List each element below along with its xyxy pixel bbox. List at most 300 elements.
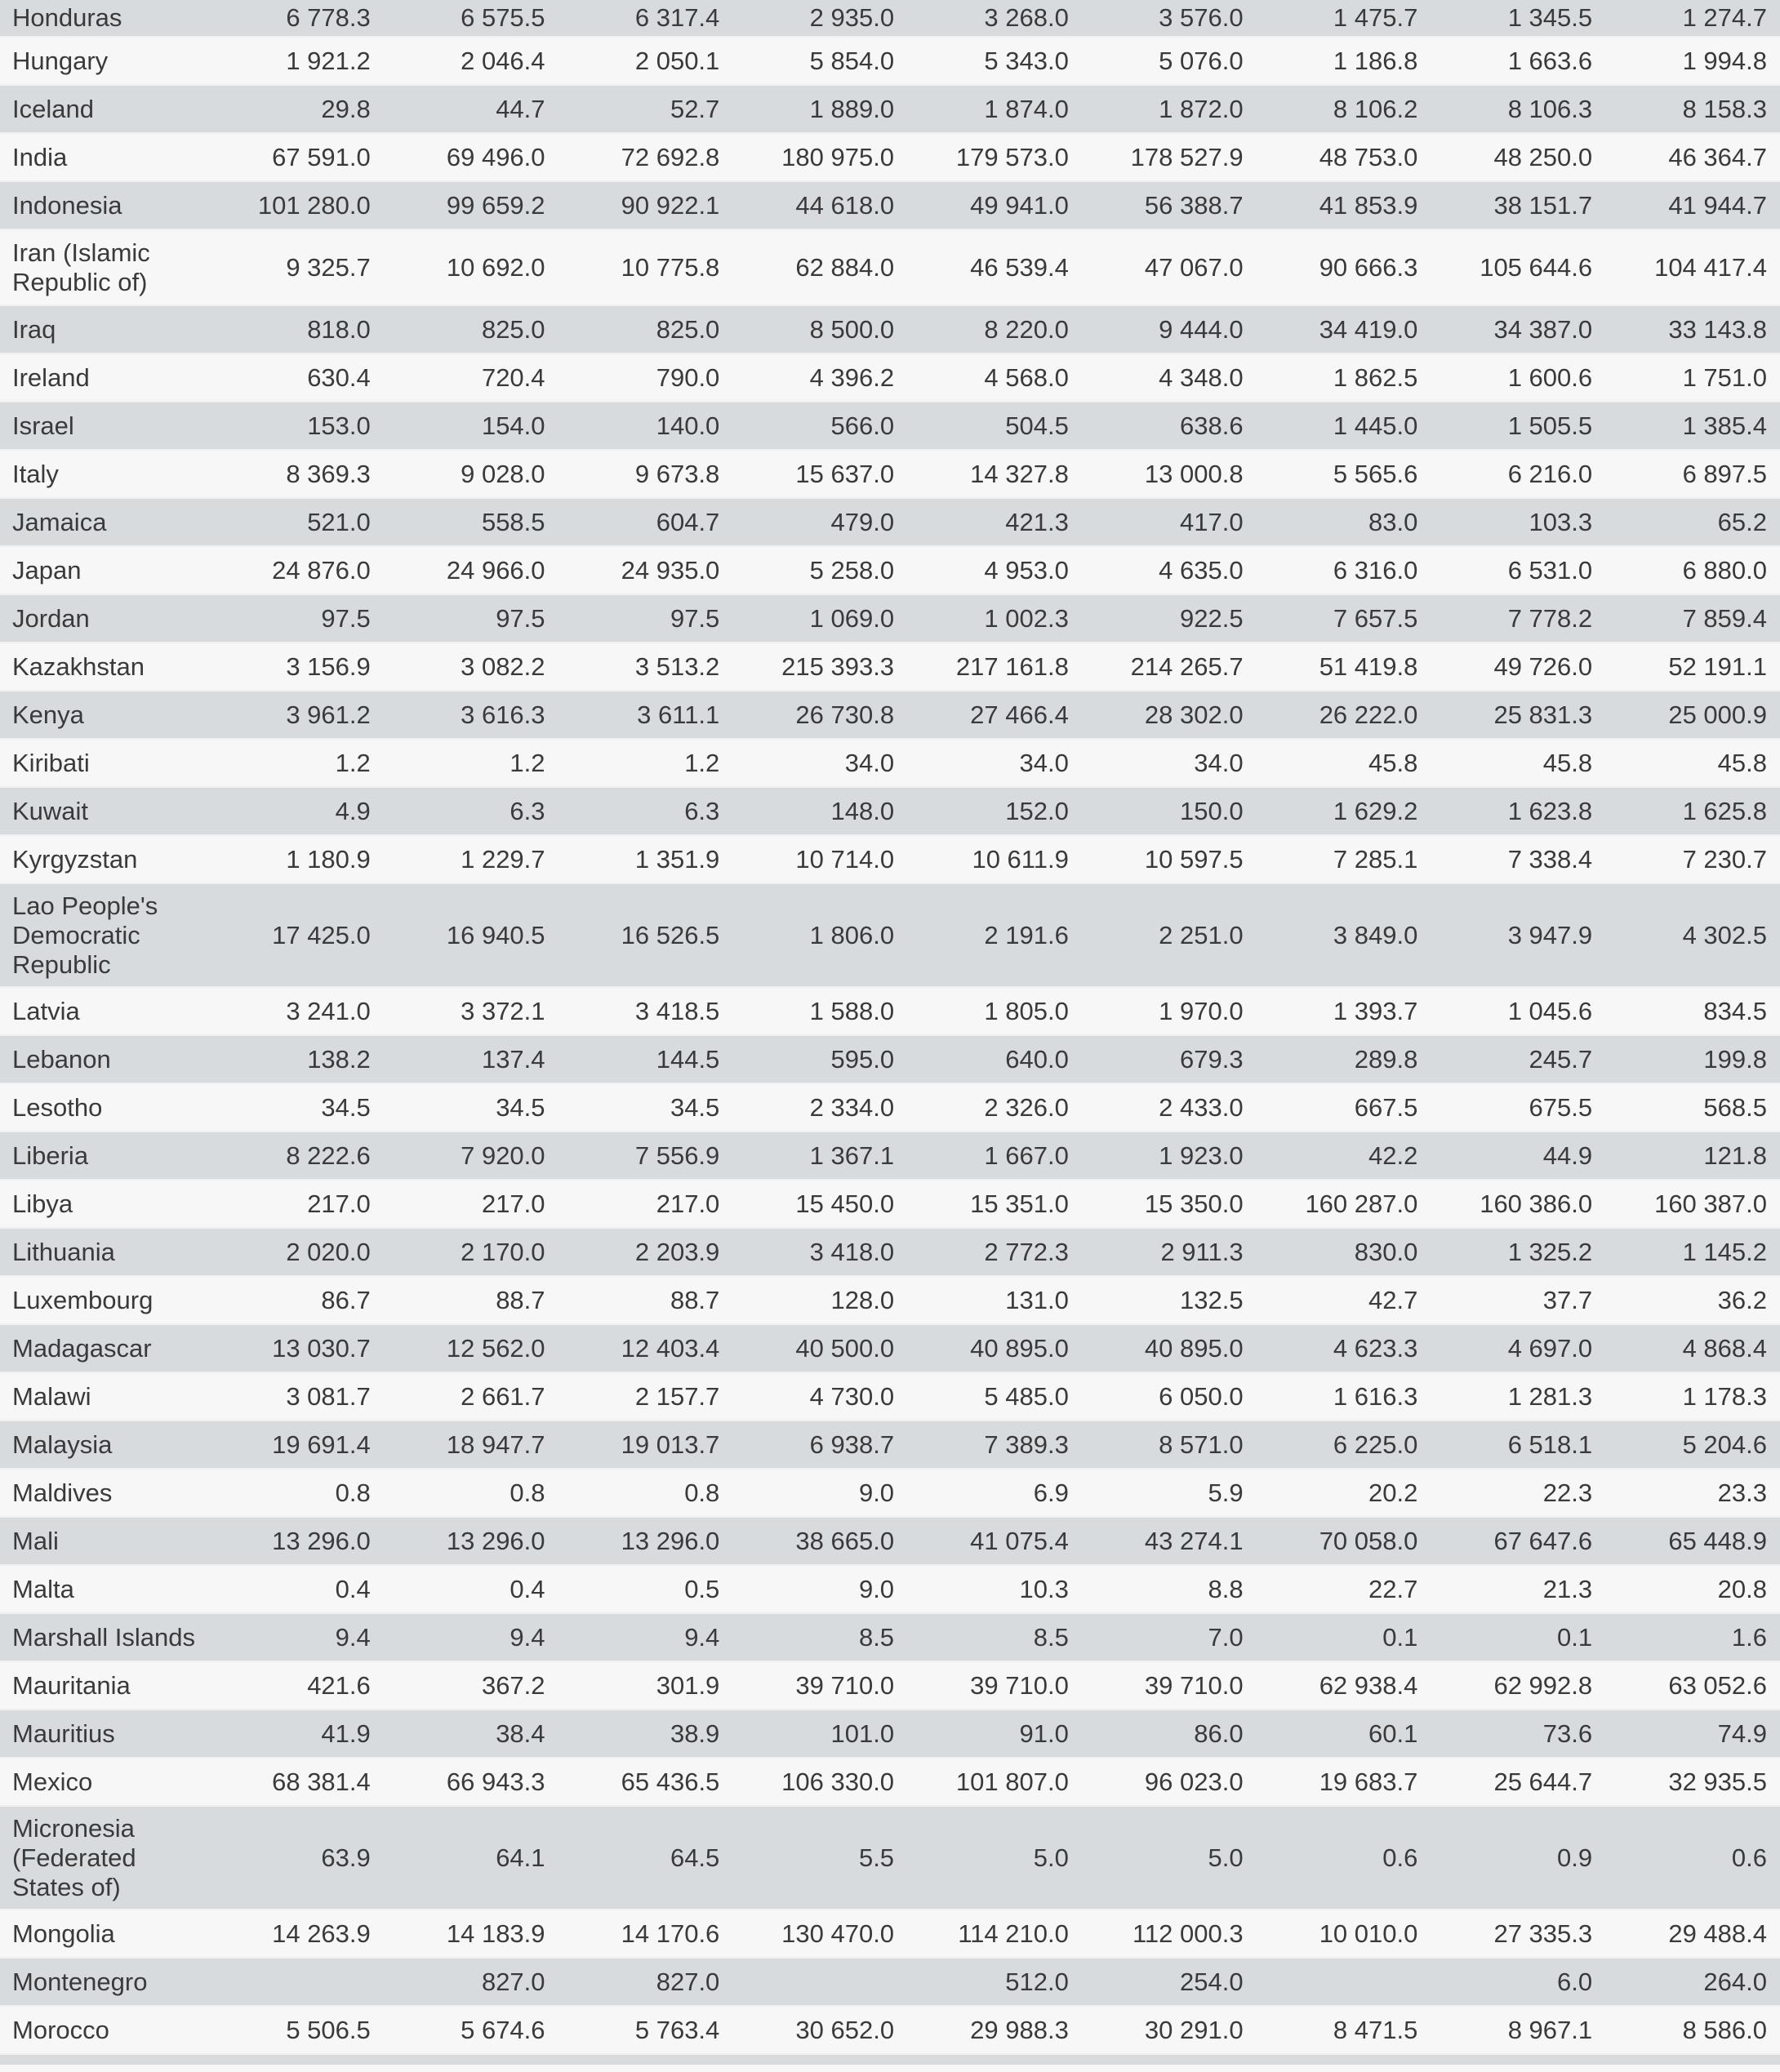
value-cell: 922.5 — [1082, 594, 1257, 642]
value-cell: 37.7 — [1431, 1276, 1605, 1324]
value-cell: 38 151.7 — [1431, 181, 1605, 229]
table-row — [0, 1910, 1780, 1958]
value-cell: 40 895.0 — [907, 1324, 1082, 1372]
value-cell: 2 046.4 — [384, 37, 558, 85]
value-cell: 5 258.0 — [732, 546, 907, 594]
value-cell: 46 539.4 — [907, 229, 1082, 305]
value-cell: 1 145.2 — [1605, 1228, 1780, 1276]
value-cell: 1 367.1 — [732, 1132, 907, 1180]
country-name-cell: Israel — [0, 402, 209, 450]
value-cell: 13 030.7 — [209, 1324, 384, 1372]
country-name-cell: Hungary — [0, 37, 209, 85]
value-cell: 2 334.0 — [732, 1083, 907, 1132]
value-cell: 6 518.1 — [1431, 1421, 1605, 1469]
value-cell: 64.5 — [558, 1806, 733, 1910]
value-cell: 3 081.7 — [209, 1372, 384, 1421]
table-row — [0, 594, 1780, 642]
value-cell: 25 000.9 — [1605, 691, 1780, 739]
value-cell: 1.6 — [1605, 1613, 1780, 1661]
country-name-cell: Indonesia — [0, 181, 209, 229]
country-name-cell: Ireland — [0, 353, 209, 402]
value-cell: 595.0 — [732, 1035, 907, 1083]
value-cell: 105 644.6 — [1431, 229, 1605, 305]
value-cell: 7 859.4 — [1605, 594, 1780, 642]
value-cell: 834.5 — [1605, 987, 1780, 1035]
value-cell: 3 418.0 — [732, 1228, 907, 1276]
value-cell: 0.4 — [209, 1565, 384, 1613]
value-cell: 74.9 — [1605, 1710, 1780, 1758]
value-cell: 5.5 — [732, 1806, 907, 1910]
value-cell: 56 388.7 — [1082, 181, 1257, 229]
value-cell: 9.4 — [209, 1613, 384, 1661]
value-cell: 604.7 — [558, 498, 733, 546]
value-cell: 7 920.0 — [384, 1132, 558, 1180]
table-row — [0, 402, 1780, 450]
value-cell: 6 575.5 — [384, 0, 558, 37]
value-cell: 7 285.1 — [1257, 835, 1431, 883]
value-cell: 6.3 — [384, 787, 558, 835]
country-name-cell: Mongolia — [0, 1910, 209, 1958]
value-cell: 1 588.0 — [732, 987, 907, 1035]
value-cell: 52 191.1 — [1605, 642, 1780, 691]
value-cell: 12 403.4 — [558, 1324, 733, 1372]
value-cell: 29.8 — [209, 85, 384, 133]
value-cell: 10 611.9 — [907, 835, 1082, 883]
value-cell: 4 730.0 — [732, 1372, 907, 1421]
value-cell: 14 263.9 — [209, 1910, 384, 1958]
value-cell: 215 393.3 — [732, 642, 907, 691]
value-cell: 504.5 — [907, 402, 1082, 450]
value-cell: 9 028.0 — [384, 450, 558, 498]
value-cell: 19 691.4 — [209, 1421, 384, 1469]
value-cell: 1 178.3 — [1605, 1372, 1780, 1421]
value-cell: 5 076.0 — [1082, 37, 1257, 85]
value-cell: 245.7 — [1431, 1035, 1605, 1083]
value-cell: 39 710.0 — [1082, 1661, 1257, 1710]
value-cell: 47 067.0 — [1082, 229, 1257, 305]
value-cell: 44 618.0 — [732, 181, 907, 229]
country-name-cell: Libya — [0, 1180, 209, 1228]
table-row — [0, 305, 1780, 353]
value-cell: 64.1 — [384, 1806, 558, 1910]
country-name-cell: Malaysia — [0, 1421, 209, 1469]
value-cell: 67 647.6 — [1431, 1517, 1605, 1565]
value-cell: 25 831.3 — [1431, 691, 1605, 739]
country-name-cell: Maldives — [0, 1469, 209, 1517]
value-cell: 7 230.7 — [1605, 835, 1780, 883]
value-cell: 36.2 — [1605, 1276, 1780, 1324]
value-cell: 4 697.0 — [1431, 1324, 1605, 1372]
value-cell: 825.0 — [384, 305, 558, 353]
value-cell: 34.5 — [209, 1083, 384, 1132]
value-cell: 1 623.8 — [1431, 787, 1605, 835]
value-cell: 3 616.3 — [384, 691, 558, 739]
value-cell: 421.3 — [907, 498, 1082, 546]
value-cell: 8 967.1 — [1431, 2006, 1605, 2054]
value-cell: 33 143.8 — [1605, 305, 1780, 353]
value-cell: 5 565.6 — [1257, 450, 1431, 498]
value-cell: 5.0 — [1082, 1806, 1257, 1910]
value-cell: 7 389.3 — [907, 1421, 1082, 1469]
value-cell: 49 941.0 — [907, 181, 1082, 229]
value-cell: 6 531.0 — [1431, 546, 1605, 594]
country-name-cell: Kiribati — [0, 739, 209, 787]
value-cell: 1 872.0 — [1082, 85, 1257, 133]
country-name-cell: Italy — [0, 450, 209, 498]
value-cell: 0.8 — [384, 1469, 558, 1517]
value-cell: 1 616.3 — [1257, 1372, 1431, 1421]
value-cell: 14 183.9 — [384, 1910, 558, 1958]
value-cell: 1 600.6 — [1431, 353, 1605, 402]
value-cell: 5.9 — [1082, 1469, 1257, 1517]
value-cell: 1 325.2 — [1431, 1228, 1605, 1276]
country-name-cell: Mali — [0, 1517, 209, 1565]
value-cell: 179 573.0 — [907, 133, 1082, 181]
value-cell: 0.8 — [209, 1469, 384, 1517]
value-cell: 1.2 — [384, 739, 558, 787]
value-cell: 4 348.0 — [1082, 353, 1257, 402]
value-cell: 154.0 — [384, 402, 558, 450]
table-row — [0, 85, 1780, 133]
value-cell: 367.2 — [384, 1661, 558, 1710]
value-cell: 68 381.4 — [209, 1758, 384, 1806]
value-cell: 3 513.2 — [558, 642, 733, 691]
value-cell: 4 302.5 — [1605, 883, 1780, 987]
value-cell: 4 396.2 — [732, 353, 907, 402]
value-cell: 22.3 — [1431, 1469, 1605, 1517]
value-cell: 10 597.5 — [1082, 835, 1257, 883]
value-cell: 24 935.0 — [558, 546, 733, 594]
value-cell — [1257, 1958, 1431, 2006]
value-cell: 1 667.0 — [907, 1132, 1082, 1180]
value-cell: 827.0 — [384, 1958, 558, 2006]
value-cell: 6 317.4 — [558, 0, 733, 37]
value-cell: 101 280.0 — [209, 181, 384, 229]
table-row — [0, 739, 1780, 787]
value-cell — [209, 1958, 384, 2006]
value-cell: 65.2 — [1605, 498, 1780, 546]
value-cell: 45.8 — [1605, 739, 1780, 787]
value-cell: 137.4 — [384, 1035, 558, 1083]
value-cell: 10 775.8 — [558, 229, 733, 305]
value-cell: 7 778.2 — [1431, 594, 1605, 642]
country-name-cell: Iran (Islamic Republic of) — [0, 229, 209, 305]
value-cell: 675.5 — [1431, 1083, 1605, 1132]
value-cell: 6 880.0 — [1605, 546, 1780, 594]
value-cell: 9.0 — [732, 1469, 907, 1517]
value-cell: 12 562.0 — [384, 1324, 558, 1372]
value-cell: 39 710.0 — [907, 1661, 1082, 1710]
value-cell: 1.2 — [209, 739, 384, 787]
value-cell: 3 961.2 — [209, 691, 384, 739]
value-cell: 42.7 — [1257, 1276, 1431, 1324]
value-cell: 14 327.8 — [907, 450, 1082, 498]
table-row — [0, 1132, 1780, 1180]
value-cell: 720.4 — [384, 353, 558, 402]
value-cell: 5 674.6 — [384, 2006, 558, 2054]
value-cell: 27 335.3 — [1431, 1910, 1605, 1958]
value-cell: 73.6 — [1431, 1710, 1605, 1758]
value-cell: 6 938.7 — [732, 1421, 907, 1469]
value-cell: 7 657.5 — [1257, 594, 1431, 642]
table-row — [0, 987, 1780, 1035]
table-row — [0, 229, 1780, 305]
value-cell: 7.0 — [1082, 1613, 1257, 1661]
country-name-cell: Jordan — [0, 594, 209, 642]
value-cell: 8 500.0 — [732, 305, 907, 353]
table-row — [0, 2006, 1780, 2054]
value-cell: 638.6 — [1082, 402, 1257, 450]
value-cell: 2 020.0 — [209, 1228, 384, 1276]
value-cell: 46 364.7 — [1605, 133, 1780, 181]
value-cell: 178 527.9 — [1082, 133, 1257, 181]
value-cell: 3 849.0 — [1257, 883, 1431, 987]
value-cell: 5 204.6 — [1605, 1421, 1780, 1469]
value-cell: 830.0 — [1257, 1228, 1431, 1276]
value-cell: 30 652.0 — [732, 2006, 907, 2054]
country-name-cell: Jamaica — [0, 498, 209, 546]
table-row — [0, 642, 1780, 691]
value-cell: 132.5 — [1082, 1276, 1257, 1324]
value-cell: 62 992.8 — [1431, 1661, 1605, 1710]
value-cell: 20.8 — [1605, 1565, 1780, 1613]
value-cell: 421.6 — [209, 1661, 384, 1710]
value-cell: 38.9 — [558, 1710, 733, 1758]
value-cell: 8 571.0 — [1082, 1421, 1257, 1469]
value-cell: 2 772.3 — [907, 1228, 1082, 1276]
value-cell: 16 526.5 — [558, 883, 733, 987]
value-cell: 1 180.9 — [209, 835, 384, 883]
value-cell: 558.5 — [384, 498, 558, 546]
value-cell: 0.6 — [1257, 1806, 1431, 1910]
value-cell: 3 082.2 — [384, 642, 558, 691]
value-cell: 30 291.0 — [1082, 2006, 1257, 2054]
country-name-cell: Mexico — [0, 1758, 209, 1806]
value-cell: 417.0 — [1082, 498, 1257, 546]
value-cell: 150.0 — [1082, 787, 1257, 835]
table-row — [0, 450, 1780, 498]
value-cell: 70 058.0 — [1257, 1517, 1431, 1565]
value-cell: 2 326.0 — [907, 1083, 1082, 1132]
country-name-cell: Madagascar — [0, 1324, 209, 1372]
value-cell: 217 161.8 — [907, 642, 1082, 691]
value-cell: 6 897.5 — [1605, 450, 1780, 498]
value-cell: 13 296.0 — [209, 1517, 384, 1565]
value-cell: 827.0 — [558, 1958, 733, 2006]
value-cell: 38 665.0 — [732, 1517, 907, 1565]
value-cell: 13 296.0 — [384, 1517, 558, 1565]
value-cell: 88.7 — [384, 1276, 558, 1324]
country-name-cell: Japan — [0, 546, 209, 594]
value-cell: 42.2 — [1257, 1132, 1431, 1180]
value-cell: 101 807.0 — [907, 1758, 1082, 1806]
table-row — [0, 1276, 1780, 1324]
country-name-cell: Lao People's Democratic Republic — [0, 883, 209, 987]
value-cell: 6.3 — [558, 787, 733, 835]
value-cell: 16 940.5 — [384, 883, 558, 987]
value-cell: 91.0 — [907, 1710, 1082, 1758]
value-cell: 153.0 — [209, 402, 384, 450]
value-cell: 13 296.0 — [558, 1517, 733, 1565]
country-name-cell: Mauritania — [0, 1661, 209, 1710]
value-cell: 1 351.9 — [558, 835, 733, 883]
value-cell: 2 661.7 — [384, 1372, 558, 1421]
value-cell: 214 265.7 — [1082, 642, 1257, 691]
value-cell: 130 470.0 — [732, 1910, 907, 1958]
value-cell: 6 216.0 — [1431, 450, 1605, 498]
value-cell: 69 496.0 — [384, 133, 558, 181]
value-cell: 48 250.0 — [1431, 133, 1605, 181]
country-name-cell: Iceland — [0, 85, 209, 133]
value-cell: 9.0 — [732, 1565, 907, 1613]
country-name-cell: Malawi — [0, 1372, 209, 1421]
table-row — [0, 353, 1780, 402]
value-cell: 1 445.0 — [1257, 402, 1431, 450]
country-name-cell: Kyrgyzstan — [0, 835, 209, 883]
value-cell: 289.8 — [1257, 1035, 1431, 1083]
value-cell: 52.7 — [558, 85, 733, 133]
value-cell: 15 450.0 — [732, 1180, 907, 1228]
value-cell: 1 806.0 — [732, 883, 907, 987]
table-row — [0, 181, 1780, 229]
value-cell: 148.0 — [732, 787, 907, 835]
country-name-cell: Marshall Islands — [0, 1613, 209, 1661]
value-cell: 4 635.0 — [1082, 546, 1257, 594]
value-cell: 131.0 — [907, 1276, 1082, 1324]
value-cell: 9 325.7 — [209, 229, 384, 305]
value-cell: 29 488.4 — [1605, 1910, 1780, 1958]
value-cell: 5 854.0 — [732, 37, 907, 85]
value-cell: 6 778.3 — [209, 0, 384, 37]
value-cell: 83.0 — [1257, 498, 1431, 546]
value-cell: 8 106.3 — [1431, 85, 1605, 133]
value-cell: 8.8 — [1082, 1565, 1257, 1613]
value-cell: 1 045.6 — [1431, 987, 1605, 1035]
table-row — [0, 835, 1780, 883]
value-cell: 66 943.3 — [384, 1758, 558, 1806]
table-row — [0, 1661, 1780, 1710]
value-cell: 90 666.3 — [1257, 229, 1431, 305]
value-cell: 790.0 — [558, 353, 733, 402]
value-cell: 160 386.0 — [1431, 1180, 1605, 1228]
value-cell: 6.0 — [1431, 1958, 1605, 2006]
value-cell: 65 436.5 — [558, 1758, 733, 1806]
country-name-cell: Malta — [0, 1565, 209, 1613]
value-cell: 18 947.7 — [384, 1421, 558, 1469]
value-cell: 5.0 — [907, 1806, 1082, 1910]
table-row — [0, 1372, 1780, 1421]
value-cell: 217.0 — [558, 1180, 733, 1228]
value-cell: 5 343.0 — [907, 37, 1082, 85]
value-cell: 0.6 — [1605, 1806, 1780, 1910]
country-name-cell: Kenya — [0, 691, 209, 739]
value-cell: 44.7 — [384, 85, 558, 133]
value-cell: 62 884.0 — [732, 229, 907, 305]
value-cell: 19 013.7 — [558, 1421, 733, 1469]
value-cell: 1 970.0 — [1082, 987, 1257, 1035]
value-cell: 38.4 — [384, 1710, 558, 1758]
value-cell: 1 751.0 — [1605, 353, 1780, 402]
table-row — [0, 1613, 1780, 1661]
value-cell: 3 418.5 — [558, 987, 733, 1035]
value-cell: 1 921.2 — [209, 37, 384, 85]
value-cell: 2 050.1 — [558, 37, 733, 85]
value-cell: 97.5 — [209, 594, 384, 642]
value-cell: 7 556.9 — [558, 1132, 733, 1180]
value-cell: 8 158.3 — [1605, 85, 1780, 133]
value-cell: 49 726.0 — [1431, 642, 1605, 691]
value-cell: 264.0 — [1605, 1958, 1780, 2006]
value-cell: 568.5 — [1605, 1083, 1780, 1132]
value-cell: 90 922.1 — [558, 181, 733, 229]
value-cell: 34.0 — [1082, 739, 1257, 787]
value-cell: 8 471.5 — [1257, 2006, 1431, 2054]
value-cell: 20.2 — [1257, 1469, 1431, 1517]
value-cell: 67 591.0 — [209, 133, 384, 181]
country-name-cell: Lesotho — [0, 1083, 209, 1132]
value-cell: 5 763.4 — [558, 2006, 733, 2054]
value-cell: 8 369.3 — [209, 450, 384, 498]
value-cell: 7 338.4 — [1431, 835, 1605, 883]
value-cell: 2 170.0 — [384, 1228, 558, 1276]
value-cell: 6 050.0 — [1082, 1372, 1257, 1421]
value-cell: 45.8 — [1431, 739, 1605, 787]
value-cell: 566.0 — [732, 402, 907, 450]
value-cell: 24 966.0 — [384, 546, 558, 594]
value-cell: 4.9 — [209, 787, 384, 835]
value-cell: 1 625.8 — [1605, 787, 1780, 835]
value-cell: 1 274.7 — [1605, 0, 1780, 37]
table-row — [0, 787, 1780, 835]
value-cell: 97.5 — [384, 594, 558, 642]
value-cell: 72 692.8 — [558, 133, 733, 181]
value-cell: 26 222.0 — [1257, 691, 1431, 739]
value-cell: 1 923.0 — [1082, 1132, 1257, 1180]
value-cell: 24 876.0 — [209, 546, 384, 594]
value-cell: 34 387.0 — [1431, 305, 1605, 353]
value-cell: 25 644.7 — [1431, 1758, 1605, 1806]
country-name-cell: Luxembourg — [0, 1276, 209, 1324]
value-cell: 3 268.0 — [907, 0, 1082, 37]
value-cell: 104 417.4 — [1605, 229, 1780, 305]
value-cell: 22.7 — [1257, 1565, 1431, 1613]
value-cell: 103.3 — [1431, 498, 1605, 546]
value-cell: 40 895.0 — [1082, 1324, 1257, 1372]
country-name-cell: Kazakhstan — [0, 642, 209, 691]
value-cell: 144.5 — [558, 1035, 733, 1083]
table-row — [0, 0, 1780, 37]
value-cell: 8 222.6 — [209, 1132, 384, 1180]
value-cell: 41 853.9 — [1257, 181, 1431, 229]
table-row — [0, 1565, 1780, 1613]
value-cell: 28 302.0 — [1082, 691, 1257, 739]
table-row — [0, 1324, 1780, 1372]
next-row-partial-sliver — [0, 2055, 1780, 2065]
value-cell: 45.8 — [1257, 739, 1431, 787]
value-cell: 1 994.8 — [1605, 37, 1780, 85]
value-cell: 9.4 — [384, 1613, 558, 1661]
value-cell: 8 106.2 — [1257, 85, 1431, 133]
value-cell: 4 568.0 — [907, 353, 1082, 402]
value-cell: 34 419.0 — [1257, 305, 1431, 353]
value-cell: 63.9 — [209, 1806, 384, 1910]
value-cell: 40 500.0 — [732, 1324, 907, 1372]
table-row — [0, 1958, 1780, 2006]
country-name-cell: Honduras — [0, 0, 209, 37]
value-cell: 10 714.0 — [732, 835, 907, 883]
value-cell: 1 069.0 — [732, 594, 907, 642]
country-name-cell: Liberia — [0, 1132, 209, 1180]
